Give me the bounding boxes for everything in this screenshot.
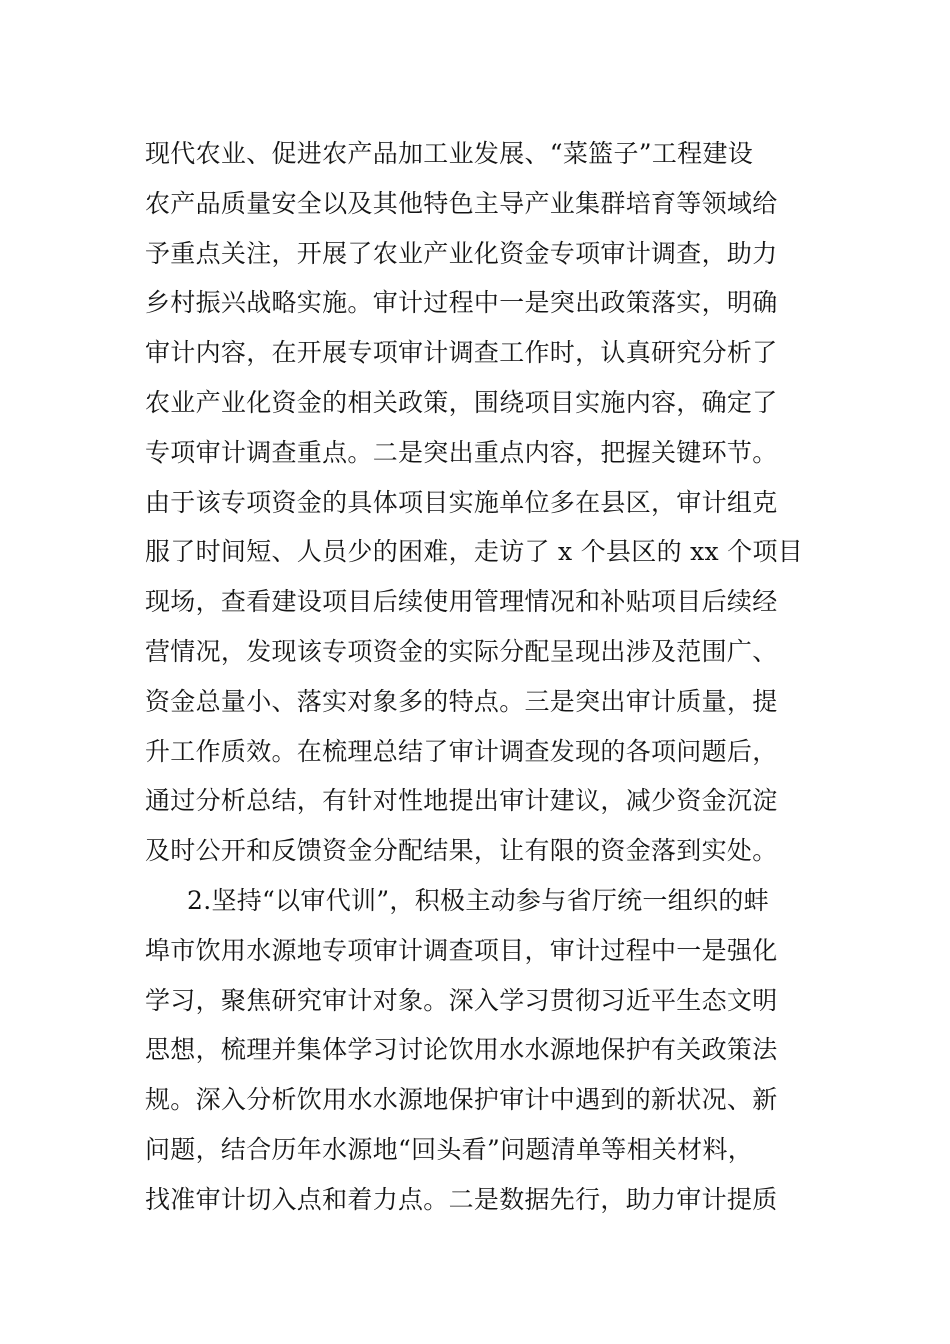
text-line: 问题，结合历年水源地“回头看”问题清单等相关材料， xyxy=(145,1134,754,1164)
text-line: 由于该专项资金的具体项目实施单位多在县区，审计组克 xyxy=(145,487,778,517)
text-line: 思想，梳理并集体学习讨论饮用水水源地保护有关政策法 xyxy=(145,1035,778,1065)
text-line: 专项审计调查重点。二是突出重点内容，把握关键环节。 xyxy=(145,437,778,467)
text-line: 营情况，发现该专项资金的实际分配呈现出涉及范围广、 xyxy=(145,636,778,666)
text-line: 审计内容，在开展专项审计调查工作时，认真研究分析了 xyxy=(145,338,778,368)
text-line: 予重点关注，开展了农业产业化资金专项审计调查，助力 xyxy=(145,238,778,268)
text-line: 及时公开和反馈资金分配结果，让有限的资金落到实处。 xyxy=(145,836,778,866)
text-line: 现场，查看建设项目后续使用管理情况和补贴项目后续经 xyxy=(145,587,778,617)
text-line: 学习，聚焦研究审计对象。深入学习贯彻习近平生态文明 xyxy=(145,985,778,1015)
text-line: 农产品质量安全以及其他特色主导产业集群培育等领域给 xyxy=(145,188,778,218)
text-line: 现代农业、促进农产品加工业发展、“菜篮子”工程建设 xyxy=(145,139,754,168)
text-line: 埠市饮用水源地专项审计调查项目，审计过程中一是强化 xyxy=(145,935,778,965)
body-text xyxy=(145,129,810,1225)
text-line: 农业产业化资金的相关政策，围绕项目实施内容，确定了 xyxy=(145,387,778,417)
text-line: 乡村振兴战略实施。审计过程中一是突出政策落实，明确 xyxy=(145,288,778,318)
text-line: 找准审计切入点和着力点。二是数据先行，助力审计提质 xyxy=(145,1184,778,1214)
text-line: 升工作质效。在梳理总结了审计调查发现的各项问题后， xyxy=(145,736,778,766)
text-line: 通过分析总结，有针对性地提出审计建议，减少资金沉淀 xyxy=(145,786,778,816)
paragraph-start-line: 2.坚持“以审代训”，积极主动参与省厅统一组织的蚌 xyxy=(187,885,769,915)
text-line: 规。深入分析饮用水水源地保护审计中遇到的新状况、新 xyxy=(145,1085,778,1115)
text-line: 服了时间短、人员少的困难，走访了 x 个县区的 xx 个项目 xyxy=(145,537,804,567)
text-line: 资金总量小、落实对象多的特点。三是突出审计质量，提 xyxy=(145,686,778,716)
